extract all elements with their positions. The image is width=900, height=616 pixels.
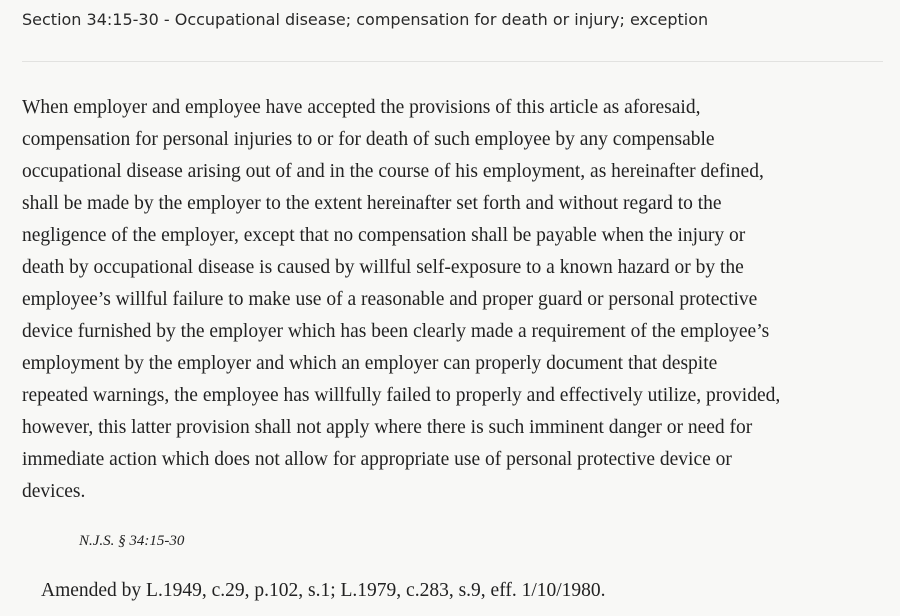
statute-line: repeated warnings, the employee has willfully failed to properly and effectively utilize, provided, — [22, 385, 781, 406]
statute-line: shall be made by the employer to the extent hereinafter set forth and without regard to the — [22, 193, 722, 214]
statute-line: occupational disease arising out of and in the course of his employment, as hereinafter defined, — [22, 161, 764, 182]
statute-line: When employer and employee have accepted the provisions of this article as aforesaid, — [22, 97, 701, 118]
statute-line: death by occupational disease is caused by willful self-exposure to a known hazard or by the — [22, 257, 744, 278]
statute-citation: N.J.S. § 34:15-30 — [79, 533, 185, 549]
divider — [22, 61, 883, 62]
amendment-history: Amended by L.1949, c.29, p.102, s.1; L.1979, c.283, s.9, eff. 1/10/1980. — [41, 580, 606, 601]
statute-text — [22, 92, 890, 508]
statute-line: employment by the employer and which an employer can properly document that despite — [22, 353, 718, 374]
statute-line: immediate action which does not allow for appropriate use of personal protective device or — [22, 449, 732, 470]
statute-line: compensation for personal injuries to or for death of such employee by any compensable — [22, 129, 715, 150]
statute-line: devices. — [22, 481, 86, 502]
statute-line: negligence of the employer, except that no compensation shall be payable when the injury or — [22, 225, 746, 246]
section-title: Section 34:15-30 - Occupational disease; compensation for death or injury; exception — [22, 10, 709, 29]
statute-line: device furnished by the employer which has been clearly made a requirement of the employee’s — [22, 321, 770, 342]
statute-line: however, this latter provision shall not apply where there is such imminent danger or need for — [22, 417, 753, 438]
statute-line: employee’s willful failure to make use of a reasonable and proper guard or personal protective — [22, 289, 758, 310]
